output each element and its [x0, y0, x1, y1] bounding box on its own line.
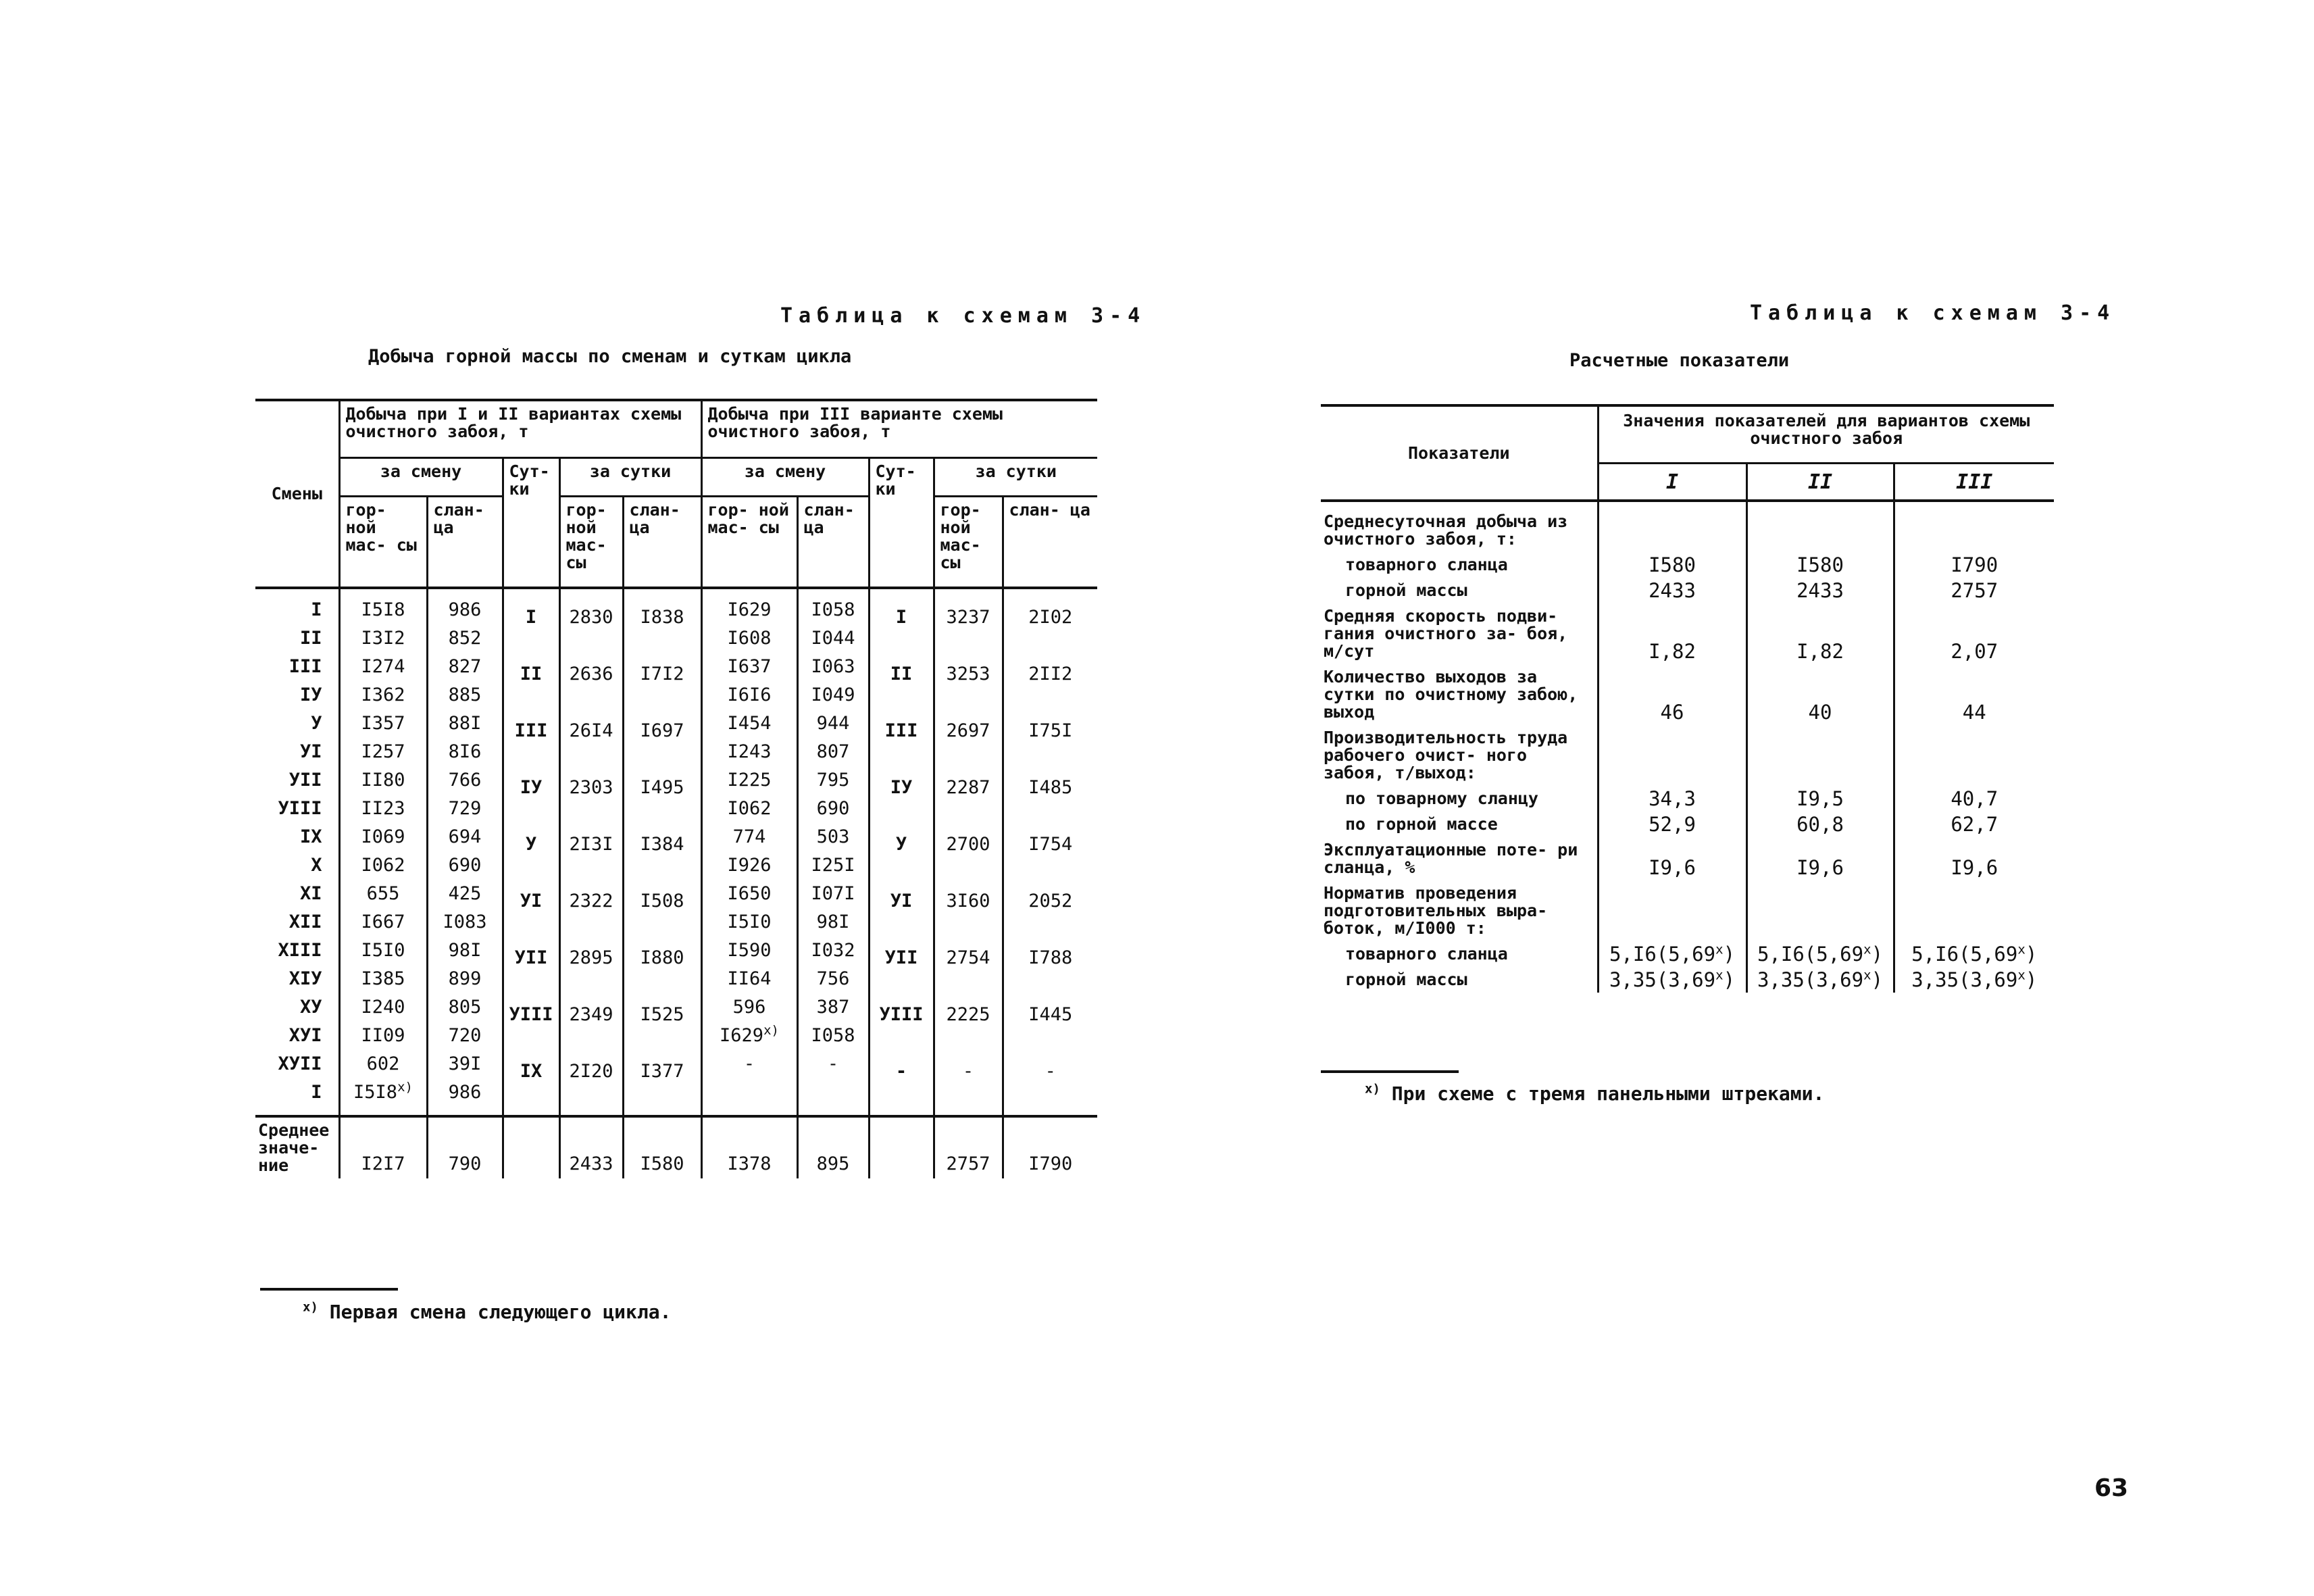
- shift-rock-a: 655: [366, 883, 400, 904]
- header-shale: слан- ца: [797, 497, 869, 589]
- header-indicators: Показатели: [1321, 405, 1598, 501]
- day-rock-b: 2754: [946, 947, 990, 968]
- shift-shale-b: 690: [816, 798, 850, 819]
- day-rock-b: 2697: [946, 720, 990, 741]
- shift-number: III: [288, 656, 322, 677]
- shift-rock-b: I590: [727, 940, 772, 961]
- shift-shale-a: 8I6: [448, 741, 482, 762]
- day-rock-a: 2I3I: [569, 834, 613, 855]
- indicator-row: [1321, 603, 2054, 664]
- day-number-a: I: [525, 607, 537, 628]
- shift-rock-b: I629$^{x)}$: [720, 1023, 779, 1046]
- shift-rock-b: I608: [727, 628, 772, 649]
- day-shale-b: I445: [1028, 1004, 1073, 1025]
- shift-shale-a: 805: [448, 997, 482, 1018]
- day-number-a: УI: [520, 891, 543, 912]
- header-rock: гор- ной мас- сы: [339, 497, 427, 589]
- shift-shale-b: I049: [811, 684, 855, 705]
- indicator-value-variant-3: [1894, 880, 2054, 941]
- right-table-title: Расчетные показатели: [1569, 350, 1790, 371]
- shift-number: XУII: [278, 1053, 322, 1074]
- day-shale-b: -: [1045, 1061, 1056, 1082]
- shift-shale-a: 694: [448, 826, 482, 847]
- day-number-b: II: [890, 664, 913, 684]
- indicator-value-variant-2: I9,6: [1746, 837, 1894, 880]
- indicator-row: [1321, 812, 2054, 837]
- shift-rock-a-column: [339, 588, 427, 1116]
- shift-rock-b: [703, 1078, 797, 1107]
- day-shale-b: 2I02: [1028, 607, 1073, 628]
- indicator-label: товарного сланца: [1345, 944, 1508, 964]
- day-shale-a: I697: [640, 720, 684, 741]
- shift-rock-b: I629: [727, 599, 772, 620]
- indicator-row: [1321, 725, 2054, 786]
- header-per-day-a: за сутки: [559, 458, 701, 497]
- header-shifts: Смены: [255, 400, 339, 588]
- indicator-value-variant-2: [1746, 725, 1894, 786]
- indicator-row: [1321, 880, 2054, 941]
- indicator-row: [1321, 967, 2054, 993]
- shift-shale-a: 899: [448, 968, 482, 989]
- avg-day-shale-a: I580: [623, 1116, 701, 1178]
- right-footnote: [1365, 1082, 1824, 1105]
- right-table-caption: Таблица к схемам 3-4: [1750, 301, 2116, 325]
- shift-rock-b: I062: [727, 798, 772, 819]
- day-number-a: УII: [514, 947, 548, 968]
- day-rock-b: 2700: [946, 834, 990, 855]
- shift-shale-b: 795: [816, 770, 850, 791]
- shift-rock-b: II64: [727, 968, 772, 989]
- shift-shale-b: 944: [816, 713, 850, 734]
- footnote-mark: x): [763, 1023, 779, 1038]
- day-rock-a: 2303: [569, 777, 613, 798]
- indicator-value-variant-2: 2433: [1746, 578, 1894, 603]
- day-rock-a: 26I4: [569, 720, 613, 741]
- footnote-mark: x: [1863, 942, 1871, 957]
- indicator-value-variant-3: 62,7: [1894, 812, 2054, 837]
- day-rock-a-column: [559, 588, 623, 1116]
- shift-number: II: [299, 628, 322, 649]
- shift-number: X: [311, 855, 322, 876]
- shift-shale-a: 720: [448, 1025, 482, 1046]
- indicator-label: горной массы: [1345, 580, 1467, 600]
- shift-shale-b: 503: [816, 826, 850, 847]
- day-shale-b: I485: [1028, 777, 1073, 798]
- shift-number: XII: [288, 912, 322, 932]
- shift-rock-b: 596: [732, 997, 766, 1018]
- header-shale: слан- ца: [623, 497, 701, 589]
- indicator-label: Норматив проведения подготовительных выра- боток, м/I000 т:: [1324, 883, 1548, 938]
- footnote-mark: x: [1715, 942, 1724, 957]
- avg-day-shale-b: I790: [1003, 1116, 1097, 1178]
- shift-rock-a: I5I0: [361, 940, 405, 961]
- day-rock-a: 2322: [569, 891, 613, 912]
- indicator-row: [1321, 837, 2054, 880]
- indicator-value-variant-2: [1746, 501, 1894, 552]
- left-table-title: Добыча горной массы по сменам и суткам цикла: [368, 346, 852, 367]
- day-shale-a: I495: [640, 777, 684, 798]
- day-shale-b: I75I: [1028, 720, 1073, 741]
- day-rock-a: 2I20: [569, 1061, 613, 1082]
- average-label: Среднее значе- ние: [255, 1116, 339, 1178]
- shift-rock-b: I926: [727, 855, 772, 876]
- shift-rock-a: I069: [361, 826, 405, 847]
- header-rock: гор- ной мас- сы: [701, 497, 797, 589]
- shift-rock-a: I5I8$^{x)}$: [353, 1080, 413, 1103]
- day-number-b: III: [884, 720, 918, 741]
- shift-number: IX: [299, 826, 322, 847]
- shift-rock-b: I454: [727, 713, 772, 734]
- indicator-value-variant-1: 52,9: [1598, 812, 1746, 837]
- footnote-mark: x): [1365, 1081, 1380, 1097]
- indicator-row: [1321, 941, 2054, 967]
- indicator-value-variant-2: 60,8: [1746, 812, 1894, 837]
- indicator-value-variant-2: 5,I6(5,69$^x$): [1746, 941, 1894, 967]
- day-rock-b: -: [962, 1061, 974, 1082]
- shift-shale-b: I058: [811, 1025, 855, 1046]
- shift-shale-a: 39I: [448, 1053, 482, 1074]
- day-rock-b: 2225: [946, 1004, 990, 1025]
- left-footnote: [303, 1301, 671, 1323]
- shift-shale-a: 88I: [448, 713, 482, 734]
- indicator-value-variant-3: [1894, 725, 2054, 786]
- shift-rock-b: I243: [727, 741, 772, 762]
- day-rock-a: 2636: [569, 664, 613, 684]
- indicator-label: Среднесуточная добыча из очистного забоя, т:: [1324, 512, 1568, 549]
- indicator-value-variant-2: I580: [1746, 552, 1894, 578]
- shift-rock-b: 774: [732, 826, 766, 847]
- day-shale-b: 2II2: [1028, 664, 1073, 684]
- footnote-text: Первая смена следующего цикла.: [329, 1301, 672, 1323]
- shift-shale-b: I044: [811, 628, 855, 649]
- header-days-a: Сут- ки: [503, 458, 559, 589]
- header-per-shift-a: за смену: [339, 458, 503, 497]
- header-per-day-b: за сутки: [934, 458, 1097, 497]
- indicator-row: [1321, 578, 2054, 603]
- indicator-value-variant-3: [1894, 501, 2054, 552]
- shift-shale-b: 98I: [816, 912, 850, 932]
- shift-number: УIII: [278, 798, 322, 819]
- day-shale-a-column: [623, 588, 701, 1116]
- shift-shale-b: I25I: [811, 855, 855, 876]
- indicator-value-variant-3: 5,I6(5,69$^x$): [1894, 941, 2054, 967]
- shift-number: IУ: [299, 684, 322, 705]
- header-group-1-2: Добыча при I и II вариантах схемы очистного забоя, т: [339, 400, 701, 458]
- indicator-label: товарного сланца: [1345, 555, 1508, 574]
- day-rock-b-column: [934, 588, 1003, 1116]
- indicator-label: горной массы: [1345, 970, 1467, 989]
- header-values: Значения показателей для вариантов схемы очистного забоя: [1598, 405, 2054, 464]
- indicator-value-variant-3: I9,6: [1894, 837, 2054, 880]
- footnote-text: При схеме с тремя панельными штреками.: [1391, 1082, 1825, 1105]
- day-shale-a: I377: [640, 1061, 684, 1082]
- indicator-value-variant-1: 3,35(3,69$^x$): [1598, 967, 1746, 993]
- header-days-b: Сут- ки: [869, 458, 934, 589]
- shift-shale-a-column: [427, 588, 503, 1116]
- shift-shale-b: -: [827, 1053, 839, 1074]
- day-shale-a: I525: [640, 1004, 684, 1025]
- shift-number: I: [311, 599, 322, 620]
- avg-shift-shale-b: 895: [797, 1116, 869, 1178]
- shift-rock-b: I6I6: [727, 684, 772, 705]
- shift-shale-b: 807: [816, 741, 850, 762]
- indicator-value-variant-1: I580: [1598, 552, 1746, 578]
- shift-shale-a: 885: [448, 684, 482, 705]
- day-number-b: У: [895, 834, 907, 855]
- indicator-value-variant-3: 40,7: [1894, 786, 2054, 812]
- shift-rock-b: I225: [727, 770, 772, 791]
- shift-rock-a: II80: [361, 770, 405, 791]
- day-number-b: УI: [890, 891, 913, 912]
- day-shale-b: 2052: [1028, 891, 1073, 912]
- indicator-value-variant-2: I,82: [1746, 603, 1894, 664]
- indicator-label: Эксплуатационные поте- ри сланца, %: [1324, 840, 1578, 877]
- day-rock-a: 2349: [569, 1004, 613, 1025]
- shift-rock-b: I5I0: [727, 912, 772, 932]
- indicator-value-variant-1: 34,3: [1598, 786, 1746, 812]
- indicator-value-variant-2: 40: [1746, 664, 1894, 725]
- header-variant-2: II: [1746, 464, 1894, 501]
- header-shale: слан- ца: [427, 497, 503, 589]
- shift-shale-b: I07I: [811, 883, 855, 904]
- shift-number: XУI: [288, 1025, 322, 1046]
- shift-rock-a: 602: [366, 1053, 400, 1074]
- indicator-value-variant-2: I9,5: [1746, 786, 1894, 812]
- avg-day-rock-b: 2757: [934, 1116, 1003, 1178]
- indicator-row: [1321, 786, 2054, 812]
- shift-number: УI: [299, 741, 322, 762]
- day-shale-a: I880: [640, 947, 684, 968]
- shift-shale-b: I058: [811, 599, 855, 620]
- shift-rock-a: II09: [361, 1025, 405, 1046]
- header-per-shift-b: за смену: [701, 458, 869, 497]
- avg-day-rock-a: 2433: [559, 1116, 623, 1178]
- shift-rock-a: I5I8: [361, 599, 405, 620]
- day-b-column: [869, 588, 934, 1116]
- shift-rock-a: I385: [361, 968, 405, 989]
- day-a-column: [503, 588, 559, 1116]
- header-rock: гор- ной мас- сы: [559, 497, 623, 589]
- shift-rock-b: I637: [727, 656, 772, 677]
- indicator-value-variant-2: [1746, 880, 1894, 941]
- left-table-caption: Таблица к схемам 3-4: [780, 304, 1147, 328]
- day-number-a: УIII: [509, 1004, 553, 1025]
- indicator-value-variant-3: 3,35(3,69$^x$): [1894, 967, 2054, 993]
- page-number: 63: [2094, 1474, 2129, 1502]
- left-footnote-rule: [260, 1288, 398, 1291]
- shift-rock-a: I240: [361, 997, 405, 1018]
- avg-shift-rock-a: I2I7: [339, 1116, 427, 1178]
- indicator-value-variant-1: [1598, 725, 1746, 786]
- footnote-mark: x: [1715, 968, 1724, 983]
- day-rock-b: 3I60: [946, 891, 990, 912]
- day-shale-b: I754: [1028, 834, 1073, 855]
- day-number-b: УII: [884, 947, 918, 968]
- indicator-value-variant-1: 2433: [1598, 578, 1746, 603]
- indicator-value-variant-1: I9,6: [1598, 837, 1746, 880]
- average-row: [255, 1116, 1097, 1178]
- shift-rock-a: I257: [361, 741, 405, 762]
- header-variant-3: III: [1894, 464, 2054, 501]
- indicator-label: по горной массе: [1345, 814, 1498, 834]
- shift-rock-a: I362: [361, 684, 405, 705]
- shift-rock-a: I274: [361, 656, 405, 677]
- day-number-b: -: [895, 1061, 907, 1082]
- shift-rock-b: -: [743, 1053, 755, 1074]
- shift-rock-b-column: [701, 588, 797, 1116]
- shift-number: УII: [288, 770, 322, 791]
- day-rock-b: 3237: [946, 607, 990, 628]
- day-shale-b-column: [1003, 588, 1097, 1116]
- indicator-row: [1321, 552, 2054, 578]
- indicator-value-variant-3: 44: [1894, 664, 2054, 725]
- indicator-label: по товарному сланцу: [1345, 789, 1538, 808]
- day-shale-a: I508: [640, 891, 684, 912]
- shift-shale-b: I063: [811, 656, 855, 677]
- shift-number: I: [311, 1082, 322, 1103]
- day-rock-a: 2830: [569, 607, 613, 628]
- day-rock-a: 2895: [569, 947, 613, 968]
- shift-rock-a: I062: [361, 855, 405, 876]
- header-rock: гор- ной мас- сы: [934, 497, 1003, 589]
- indicator-row: [1321, 664, 2054, 725]
- indicator-label: Количество выходов за сутки по очистному забою, выход: [1324, 667, 1578, 722]
- shift-rock-a: II23: [361, 798, 405, 819]
- shift-number: XIII: [278, 940, 322, 961]
- shift-shale-b-column: [797, 588, 869, 1116]
- avg-shift-rock-b: I378: [701, 1116, 797, 1178]
- indicator-value-variant-1: I,82: [1598, 603, 1746, 664]
- shift-shale-a: I083: [443, 912, 487, 932]
- shift-shale-a: 98I: [448, 940, 482, 961]
- day-number-a: IУ: [520, 777, 543, 798]
- avg-shift-shale-a: 790: [427, 1116, 503, 1178]
- indicator-value-variant-1: 46: [1598, 664, 1746, 725]
- shift-shale-b: 756: [816, 968, 850, 989]
- shift-number: XI: [299, 883, 322, 904]
- footnote-mark: x: [2017, 942, 2026, 957]
- shift-shale-a: 425: [448, 883, 482, 904]
- day-shale-a: I384: [640, 834, 684, 855]
- shift-rock-a: I667: [361, 912, 405, 932]
- indicator-value-variant-3: 2,07: [1894, 603, 2054, 664]
- shift-shale-a: 852: [448, 628, 482, 649]
- day-number-a: IX: [520, 1061, 543, 1082]
- indicator-value-variant-1: [1598, 501, 1746, 552]
- indicator-value-variant-3: I790: [1894, 552, 2054, 578]
- shift-shale-b: 387: [816, 997, 850, 1018]
- shift-rock-a: I357: [361, 713, 405, 734]
- shift-shale-a: 690: [448, 855, 482, 876]
- shift-production-table: [255, 399, 1097, 1178]
- day-number-b: IУ: [890, 777, 913, 798]
- shift-rock-a: I3I2: [361, 628, 405, 649]
- shift-shale-a: 986: [448, 1082, 482, 1103]
- header-shale: слан- ца: [1003, 497, 1097, 589]
- day-number-a: II: [520, 664, 543, 684]
- footnote-mark: x): [303, 1299, 318, 1315]
- day-rock-b: 3253: [946, 664, 990, 684]
- shift-number: XУ: [299, 997, 322, 1018]
- shift-shale-a: 729: [448, 798, 482, 819]
- footnote-mark: x: [1863, 968, 1871, 983]
- day-shale-a: I7I2: [640, 664, 684, 684]
- shift-shale-a: 766: [448, 770, 482, 791]
- shift-rock-b: I650: [727, 883, 772, 904]
- day-shale-b: I788: [1028, 947, 1073, 968]
- indicators-table: [1321, 404, 2054, 993]
- day-shale-a: I838: [640, 607, 684, 628]
- day-number-a: У: [525, 834, 537, 855]
- footnote-mark: x: [2017, 968, 2026, 983]
- indicator-value-variant-1: [1598, 880, 1746, 941]
- header-group-3: Добыча при III варианте схемы очистного забоя, т: [701, 400, 1097, 458]
- day-number-a: III: [514, 720, 548, 741]
- indicator-label: Производительность труда рабочего очист- ного забоя, т/выход:: [1324, 728, 1568, 782]
- indicator-value-variant-1: 5,I6(5,69$^x$): [1598, 941, 1746, 967]
- shift-shale-a: 986: [448, 599, 482, 620]
- indicator-row: [1321, 501, 2054, 552]
- day-number-b: УIII: [879, 1004, 924, 1025]
- shift-shale-b: [799, 1078, 868, 1107]
- shift-number: XIУ: [288, 968, 322, 989]
- indicator-value-variant-2: 3,35(3,69$^x$): [1746, 967, 1894, 993]
- header-variant-1: I: [1598, 464, 1746, 501]
- shift-number: У: [311, 713, 322, 734]
- footnote-mark: x): [397, 1080, 413, 1095]
- shift-shale-a: 827: [448, 656, 482, 677]
- shift-shale-b: I032: [811, 940, 855, 961]
- day-rock-b: 2287: [946, 777, 990, 798]
- shift-column: [255, 588, 339, 1116]
- indicator-value-variant-3: 2757: [1894, 578, 2054, 603]
- right-footnote-rule: [1321, 1070, 1459, 1073]
- day-number-b: I: [895, 607, 907, 628]
- indicator-label: Средняя скорость подви- гания очистного за- боя, м/сут: [1324, 606, 1568, 661]
